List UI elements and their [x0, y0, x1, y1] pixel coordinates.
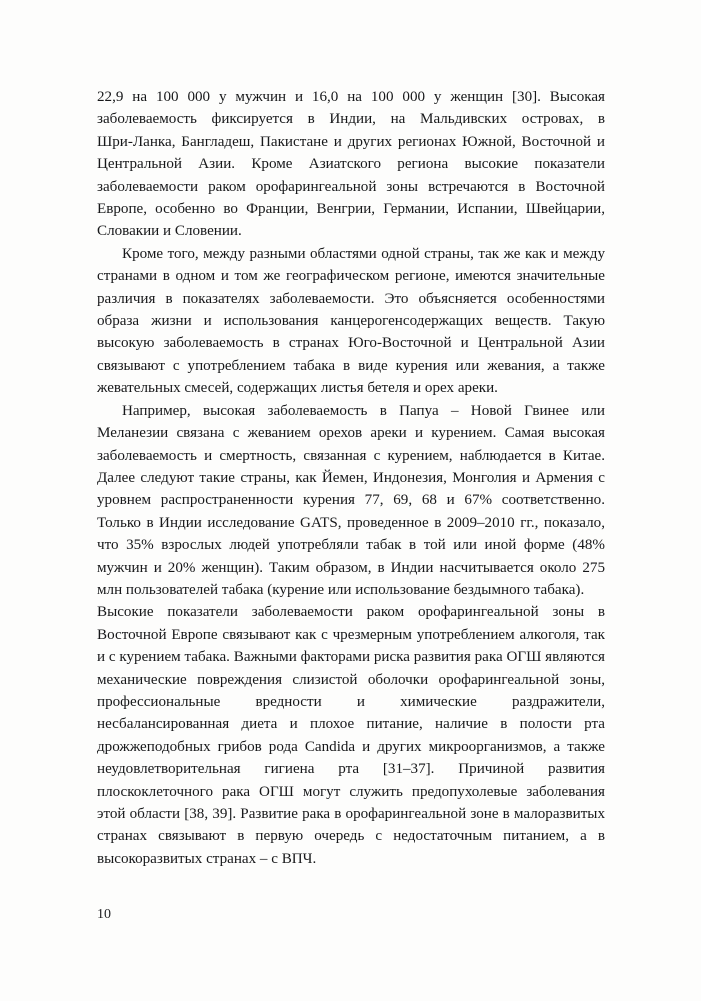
paragraph-4: Высокие показатели заболеваемости раком орофарингеальной зоны в Восточной Европе связывают как с чрезмерным употреблением алкоголя, так и с курением табака. Важными факторами риска развития рака ОГШ являются механические повреждения слизистой оболочки орофарингеальной зоны, профессиональные вредности и химические раздражители, несбалансированная диета и плохое питание, наличие в полости рта дрожжеподобных грибов рода Candida и других микроорганизмов, а также неудовлетворительная гигиена рта [31–37]. Причиной развития плоскоклеточного рака ОГШ могут служить предопухолевые заболевания этой области [38, 39]. Развитие рака в орофарингеальной зоне в малоразвитых странах связывают в первую очередь с недостаточным питанием, а в высокоразвитых странах – с ВПЧ.: [97, 604, 605, 867]
paragraph-2: Кроме того, между разными областями одной страны, так же как и между странами в одном и том же географическом регионе, имеются значительные различия в показателях заболеваемости. Это объясняется особенностями образа жизни и использования канцерогенсодержащих веществ. Такую высокую заболеваемость в странах Юго‑Восточной и Центральной Азии связывают с употреблением табака в виде курения или жевания, а также жевательных смесей, содержащих листья бетеля и орех ареки.: [97, 245, 605, 397]
body-text-column: [97, 86, 605, 870]
paragraph-3: Например, высокая заболеваемость в Папуа – Новой Гвинее или Меланезии связана с жеванием орехов ареки и курением. Самая высокая заболеваемость и смертность, связанная с курением, наблюдается в Китае. Далее следуют такие страны, как Йемен, Индонезия, Монголия и Армения с уровнем распространенности курения 77, 69, 68 и 67% соответственно. Только в Индии исследование GATS, проведенное в 2009–2010 гг., показало, что 35% взрослых людей употребляли табак в той или иной форме (48% мужчин и 20% женщин). Таким образом, в Индии насчитывается около 275 млн пользователей табака (курение или использование бездымного табака).: [97, 402, 605, 598]
page-number: 10: [97, 907, 111, 922]
paragraph-1: 22,9 на 100 000 у мужчин и 16,0 на 100 000 у женщин [30]. Высокая заболеваемость фиксируется в Индии, на Мальдивских островах, в Шри‑Ланка, Бангладеш, Пакистане и других регионах Южной, Восточной и Центральной Азии. Кроме Азиатского региона высокие показатели заболеваемости раком орофарингеальной зоны встречаются в Восточной Европе, особенно во Франции, Венгрии, Германии, Испании, Швейцарии, Словакии и Словении.: [97, 89, 605, 240]
